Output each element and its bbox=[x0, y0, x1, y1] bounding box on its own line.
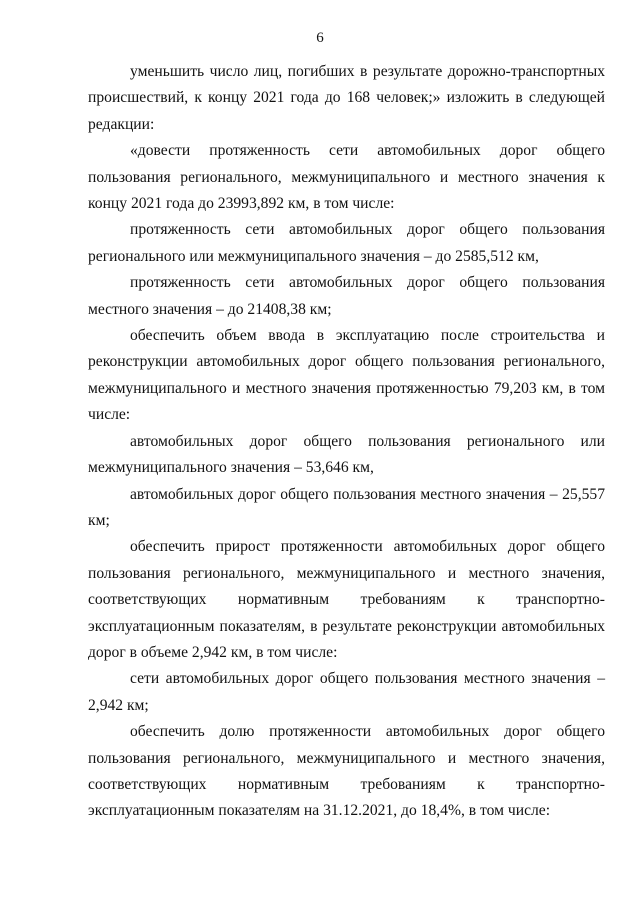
paragraph-length-growth: обеспечить прирост протяженности автомобильных дорог общего пользования регионального, межмуниципального и местного значения, соответствующих нормативным требованиям к транспортно-эксплуатационным показателям, в результате реконструкции автомобильных дорог в объеме 2,942 км, в том числе: bbox=[88, 538, 605, 661]
paragraph-commissioning-volume: обеспечить объем ввода в эксплуатацию после строительства и реконструкции автомобильных дорог общего пользования регионального, межмуниципального и местного значения протяженностью 79,203 км, в том числе: bbox=[88, 327, 605, 424]
paragraph-compliant-share: обеспечить долю протяженности автомобильных дорог общего пользования регионального, межмуниципального и местного значения, соответствующих нормативным требованиям к транспортно-эксплуатационным показателям на 31.12.2021, до 18,4%, в том числе: bbox=[88, 723, 605, 820]
paragraph-regional-commissioning: автомобильных дорог общего пользования регионального или межмуниципального значения – 53,646 км, bbox=[88, 432, 605, 477]
paragraph-local-growth: сети автомобильных дорог общего пользования местного значения – 2,942 км; bbox=[88, 670, 605, 714]
document-body bbox=[88, 59, 605, 825]
page-number: 6 bbox=[316, 30, 324, 46]
paragraph-road-network-length: «довести протяженность сети автомобильных дорог общего пользования регионального, межмуниципального и местного значения к концу 2021 года до 23993,892 км, в том числе: bbox=[88, 142, 605, 213]
paragraph-reduce-fatalities: уменьшить число лиц, погибших в результате дорожно-транспортных происшествий, к концу 2021 года до 168 человек;» изложить в следующей редакции: bbox=[88, 63, 605, 133]
paragraph-local-roads-length: протяженность сети автомобильных дорог общего пользования местного значения – до 21408,38 км; bbox=[88, 274, 605, 318]
paragraph-local-commissioning: автомобильных дорог общего пользования местного значения – 25,557 км; bbox=[88, 485, 605, 529]
paragraph-regional-roads-length: протяженность сети автомобильных дорог общего пользования регионального или межмуниципального значения – до 2585,512 км, bbox=[88, 221, 605, 265]
